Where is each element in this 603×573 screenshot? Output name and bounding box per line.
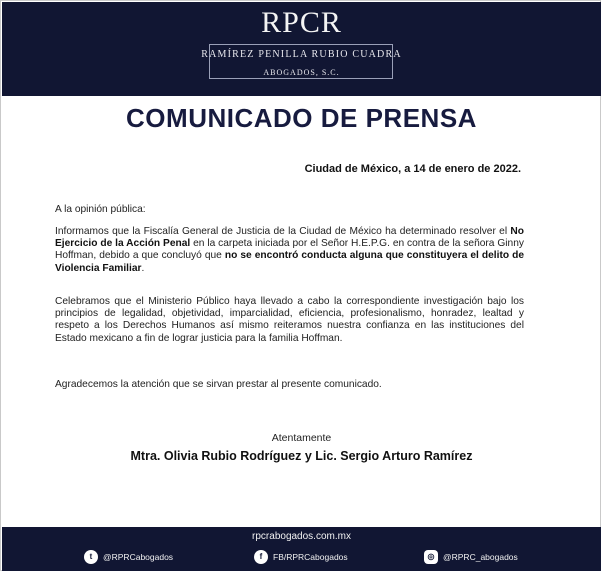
paragraph-1-emphasis-b: no se encontró conducta alguna que constituyera el delito de Violencia Familiar	[55, 250, 525, 274]
document-date: Ciudad de México, a 14 de enero de 2022.	[304, 163, 521, 175]
paragraph-2: Celebramos que el Ministerio Público haya llevado a cabo la correspondiente investigación bajo los principios de legalidad, objetividad, imparcialidad, eficiencia, profesionalismo, honradez, lealtad y respeto a los Derechos Humanos así mismo reiteramos nuestra confianza en las instituciones del Estado mexicano a fin de lograr justicia para la familia Hoffman.	[55, 296, 524, 344]
website-link[interactable]: rpcrabogados.com.mx	[252, 531, 351, 542]
paragraph-1-part-e: .	[141, 262, 145, 274]
facebook-link[interactable]	[254, 548, 348, 566]
paragraph-1-emphasis-a: No Ejercicio de la Acción Penal	[55, 226, 524, 250]
instagram-handle: @RPRC_abogados	[443, 552, 518, 562]
firm-subtitle: ABOGADOS, S.C.	[263, 68, 340, 77]
firm-name: RAMÍREZ PENILLA RUBIO CUADRA	[201, 49, 402, 60]
paragraph-1-part-c: en la carpeta iniciada por el Señor H.E.P.G. en contra de la señora Ginny Hoffman, debido a que concluyó que	[55, 238, 524, 262]
instagram-link[interactable]	[424, 548, 518, 566]
twitter-icon: t	[84, 550, 98, 564]
firm-logo-mark: RPCR	[261, 6, 342, 39]
paragraph-1-part-a: Informamos que la Fiscalía General de Justicia de la Ciudad de México ha determinado resolver el	[55, 226, 511, 237]
closing-line: Atentamente	[271, 432, 332, 444]
facebook-icon: f	[254, 550, 268, 564]
facebook-handle: FB/RPRCabogados	[273, 552, 348, 562]
twitter-handle: @RPRCabogados	[103, 552, 174, 562]
paragraph-3: Agradecemos la atención que se sirvan prestar al presente comunicado.	[55, 379, 382, 390]
signers: Mtra. Olivia Rubio Rodríguez y Lic. Sergio Arturo Ramírez	[130, 449, 473, 463]
instagram-icon: ◎	[424, 550, 438, 564]
paragraph-1	[55, 226, 524, 275]
salutation: A la opinión pública:	[55, 204, 146, 215]
twitter-link[interactable]	[84, 548, 173, 566]
page-title: COMUNICADO DE PRENSA	[126, 103, 477, 133]
